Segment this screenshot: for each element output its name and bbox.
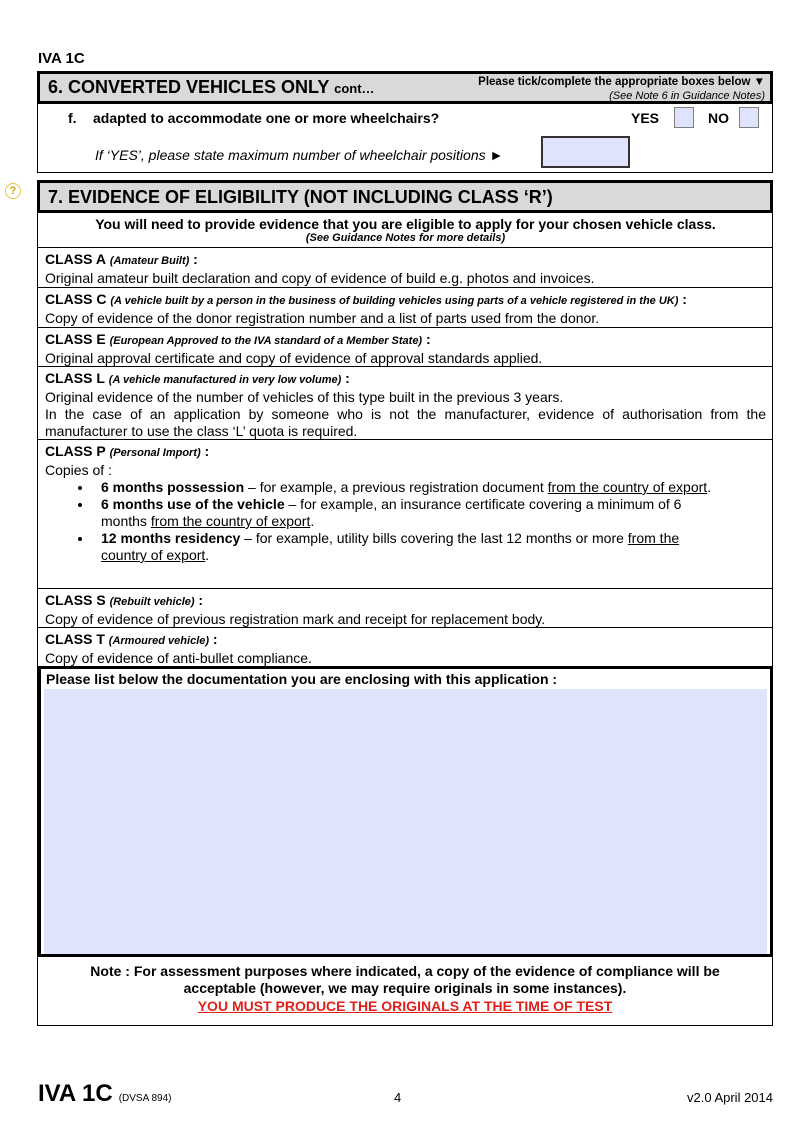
class-a-row [37,248,773,288]
note-line1: Note : For assessment purposes where indicated, a copy of the evidence of compliance will be [90,963,720,979]
class-s-colon: : [194,592,204,608]
use-country: from the country of export [150,513,311,529]
documentation-box [38,666,773,957]
note-line2: acceptable (however, we may require originals in some instances). [183,980,627,996]
class-e-name: CLASS E [45,331,106,347]
use-label: 6 months use of the vehicle [101,496,285,512]
yes-checkbox[interactable] [674,107,694,128]
list-item [93,530,718,564]
yes-label: YES [631,110,660,126]
section6-hint-line2: (See Note 6 in Guidance Notes) [609,90,765,102]
question-f-text: adapted to accommodate one or more wheelchairs? [93,110,440,126]
page-number: 4 [394,1090,402,1105]
section6-hint-line1: Please tick/complete the appropriate boxes below ▼ [478,76,765,88]
section7-intro [37,213,773,248]
class-p-row [37,440,773,589]
possession-end: . [707,479,712,495]
class-c-text: Copy of evidence of the donor registration number and a list of parts used from the donor. [45,310,600,326]
use-text: – for example, an insurance certificate covering a minimum of 6 months [101,496,682,529]
class-t-text: Copy of evidence of anti-bullet compliance. [45,650,312,666]
section7-title: 7. EVIDENCE OF ELIGIBILITY (NOT INCLUDING CLASS ‘R’) [48,187,553,207]
use-end: . [310,513,315,529]
class-t-desc: (Armoured vehicle) [108,635,210,647]
class-l-colon: : [341,370,350,386]
class-s-text: Copy of evidence of previous registration mark and receipt for replacement body. [45,611,546,627]
class-a-text: Original amateur built declaration and copy of evidence of build e.g. photos and invoices. [45,270,595,286]
class-s-desc: (Rebuilt vehicle) [109,596,195,608]
class-e-colon: : [422,331,431,347]
class-l-text1: Original evidence of the number of vehicles of this type built in the previous 3 years. [45,389,564,405]
class-c-name: CLASS C [45,291,107,307]
class-e-text: Original approval certificate and copy of evidence of approval standards applied. [45,350,543,366]
no-checkbox[interactable] [739,107,759,128]
class-p-list [45,479,766,564]
class-p-desc: (Personal Import) [109,447,201,459]
section7-header [37,180,773,213]
lightbulb-icon: ? [5,183,21,199]
section6-header [37,71,773,104]
class-a-desc: (Amateur Built) [109,255,190,267]
class-a-name: CLASS A [45,251,106,267]
possession-country: from the country of export [547,479,708,495]
assessment-note [37,963,773,1015]
intro-line2: (See Guidance Notes for more details) [305,232,506,244]
possession-label: 6 months possession [101,479,245,495]
documentation-textarea[interactable] [44,689,767,954]
class-l-desc: (A vehicle manufactured in very low volume) [108,374,342,386]
question-f-letter: f. [68,110,77,126]
class-t-colon: : [209,631,218,647]
section6-instructions [478,75,765,103]
footer-form-code-text: IVA 1C [38,1080,113,1107]
class-t-row [37,628,773,667]
intro-line1: You will need to provide evidence that you are eligible to apply for your chosen vehicle class. [95,216,716,232]
class-l-text2: In the case of an application by someone who is not the manufacturer, evidence of authorisation from the manufacturer to use the class ‘L’ quota is required. [45,406,766,439]
class-e-row [37,328,773,367]
class-c-row [37,288,773,328]
form-code-header: IVA 1C [38,50,85,67]
footer-form-code [38,1080,172,1108]
list-item [93,496,718,530]
residency-text: – for example, utility bills covering the last 12 months or more [240,530,628,546]
originals-warning: YOU MUST PRODUCE THE ORIGINALS AT THE TIME OF TEST [197,998,613,1014]
class-l-row [37,367,773,440]
version-label: v2.0 April 2014 [686,1090,773,1105]
class-t-name: CLASS T [45,631,105,647]
footer-dvsa-ref: (DVSA 894) [118,1093,172,1104]
class-c-desc: (A vehicle built by a person in the business of building vehicles using parts of a vehicle registered in the UK) [110,295,679,307]
class-s-row [37,589,773,628]
class-p-colon: : [200,443,210,459]
section6-title-text: 6. CONVERTED VEHICLES ONLY [48,77,330,97]
if-yes-prompt: If ‘YES’, please state maximum number of wheelchair positions ► [95,147,504,163]
class-e-desc: (European Approved to the IVA standard of a Member State) [109,335,423,347]
class-c-colon: : [678,291,687,307]
wheelchair-positions-field[interactable] [541,136,630,168]
residency-label: 12 months residency [101,530,241,546]
section6-title [48,77,375,98]
class-p-name: CLASS P [45,443,106,459]
no-label: NO [708,110,729,126]
documentation-label: Please list below the documentation you are enclosing with this application : [46,671,558,687]
residency-country: from the country of export [101,530,680,563]
class-s-name: CLASS S [45,592,106,608]
class-p-copies-of: Copies of : [45,462,112,478]
residency-end: . [205,547,210,563]
class-l-name: CLASS L [45,370,105,386]
list-item [93,479,718,496]
possession-text: – for example, a previous registration document [244,479,548,495]
section6-title-suffix: cont… [334,81,375,96]
class-a-colon: : [189,251,198,267]
